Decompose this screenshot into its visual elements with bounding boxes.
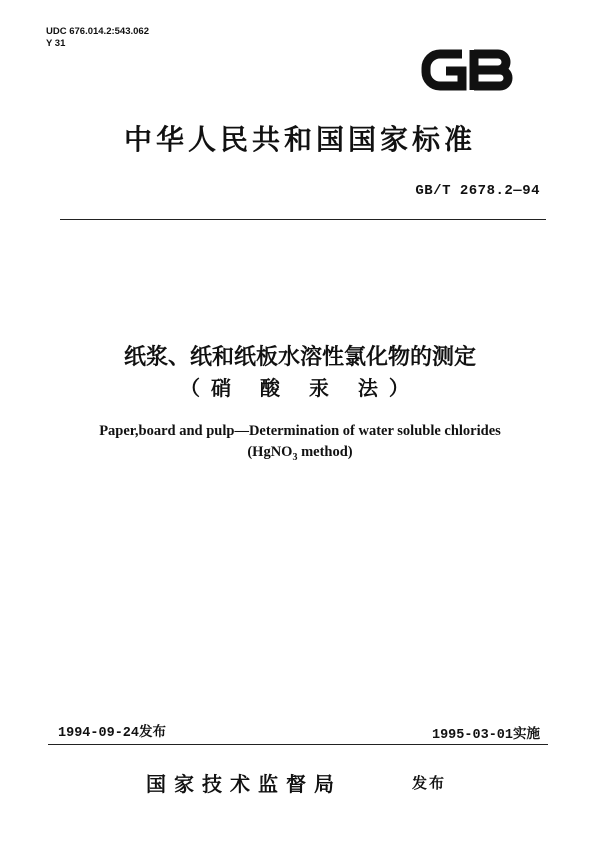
logo-letter-b [474,50,508,90]
method-subscript: 3 [292,451,298,463]
document-title-cn: 纸浆、纸和纸板水溶性氯化物的测定 [123,345,476,370]
document-method-cn: （硝 酸 汞 法） [180,376,420,400]
header-divider [60,219,546,220]
document-title-en: Paper,board and pulp—Determination of water soluble chlorides [99,423,501,439]
classification-block [46,26,149,50]
publish-date: 1994-09-24发布 [58,726,167,741]
method-prefix: (HgNO [247,444,293,460]
class-code: Y 31 [46,38,66,49]
udc-code: UDC 676.014.2:543.062 [46,26,149,37]
document-method-en [0,444,600,463]
issue-label: 发布 [412,774,447,792]
national-standard-title: 中华人民共和国国家标准 [123,123,476,156]
standard-number: GB/T 2678.2—94 [415,183,540,199]
issuing-authority: 国家技术监督局 [146,772,342,796]
method-suffix: method) [297,444,353,460]
gb-logo [418,44,518,96]
implementation-date: 1995-03-01实施 [431,728,540,743]
logo-letter-g [426,54,462,86]
footer-divider [48,744,548,745]
